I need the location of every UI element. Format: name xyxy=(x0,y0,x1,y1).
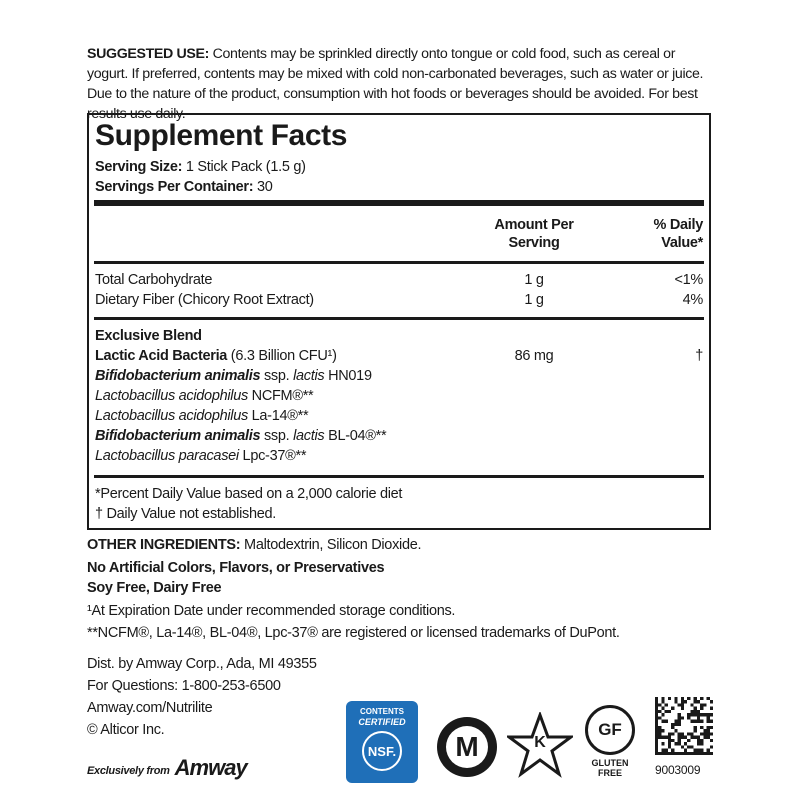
servings-value: 30 xyxy=(253,179,273,195)
serving-size-label: Serving Size: xyxy=(95,159,183,175)
datamatrix-code-icon xyxy=(655,697,713,755)
strain-species: Lactobacillus acidophilus xyxy=(95,388,248,404)
nsf-logo-icon: NSF. xyxy=(362,731,402,771)
gf-letters: GF xyxy=(585,705,635,755)
gluten-free-icon xyxy=(580,705,640,785)
row-total-carbohydrate-name: Total Carbohydrate xyxy=(95,272,213,288)
blend-title: Exclusive Blend xyxy=(95,328,202,344)
copyright-line: © Alticor Inc. xyxy=(87,722,165,738)
strain-code: NCFM®** xyxy=(247,388,314,404)
strain-subspecies: lactis xyxy=(293,368,325,384)
blend-line xyxy=(95,348,337,364)
exclusively-from-text: Exclusively from xyxy=(87,765,170,777)
strain-ssp: ssp. xyxy=(260,368,294,384)
m-letter: M xyxy=(446,726,488,768)
website-line: Amway.com/Nutrilite xyxy=(87,700,213,716)
divider-blend xyxy=(94,317,704,320)
row-dietary-fiber-name: Dietary Fiber (Chicory Root Extract) xyxy=(95,292,314,308)
strain-code: La-14®** xyxy=(247,408,309,424)
blend-amount: 86 mg xyxy=(514,348,554,364)
nsf-contents-text: CONTENTS xyxy=(360,707,404,716)
suggested-use-text: Contents may be sprinkled directly onto tongue or cold food, such as cereal or yogurt. If preferred, contents may be mixed with cold non-carbonated beverages, such as water or juice. Due to the nature of the product, consumption with hot foods or beverages should be avoided. For best results use daily. xyxy=(87,46,704,122)
column-header-daily-value: % Daily Value* xyxy=(653,217,703,251)
row-dietary-fiber-dv: 4% xyxy=(682,292,703,308)
strain-genus: Bifidobacterium animalis xyxy=(95,368,261,384)
claim-no-artificial: No Artificial Colors, Flavors, or Preservatives xyxy=(87,560,385,576)
strain-row xyxy=(95,428,386,444)
claim-soy-dairy-free: Soy Free, Dairy Free xyxy=(87,580,222,596)
strain-row xyxy=(95,368,372,384)
exclusively-from-amway xyxy=(87,754,247,780)
serving-size xyxy=(95,159,306,175)
supplement-facts-title: Supplement Facts xyxy=(95,119,347,152)
nsf-certified-badge xyxy=(346,701,418,783)
questions-line: For Questions: 1-800-253-6500 xyxy=(87,678,281,694)
row-dietary-fiber-amount: 1 g xyxy=(524,292,544,308)
amway-logo: Amway xyxy=(174,755,247,780)
suggested-use-label: SUGGESTED USE: xyxy=(87,46,210,62)
strain-genus: Bifidobacterium animalis xyxy=(95,428,261,444)
product-code: 9003009 xyxy=(655,763,701,777)
blend-dv: † xyxy=(695,348,703,364)
star-k-letter: K xyxy=(534,734,546,751)
blend-detail: (6.3 Billion CFU¹) xyxy=(227,348,337,364)
strain-code: Lpc-37®** xyxy=(238,448,307,464)
star-k-icon xyxy=(507,712,573,778)
gluten-text: GLUTEN xyxy=(591,758,629,768)
strain-row xyxy=(95,448,306,464)
free-text: FREE xyxy=(597,768,622,778)
row-total-carbohydrate-dv: <1% xyxy=(674,272,703,288)
column-header-amount: Amount Per Serving xyxy=(494,217,574,251)
strain-code: HN019 xyxy=(324,368,372,384)
dist-line: Dist. by Amway Corp., Ada, MI 49355 xyxy=(87,656,317,672)
row-total-carbohydrate-amount: 1 g xyxy=(524,272,544,288)
strain-row xyxy=(95,388,313,404)
divider-thick xyxy=(94,200,704,206)
other-ingredients xyxy=(87,537,421,553)
divider-footnotes xyxy=(94,475,704,478)
strain-species: Lactobacillus paracasei xyxy=(95,448,239,464)
strain-ssp: ssp. xyxy=(260,428,294,444)
footnote-not-established: † Daily Value not established. xyxy=(95,506,276,522)
suggested-use-paragraph xyxy=(87,44,715,124)
strain-code: BL-04®** xyxy=(324,428,387,444)
serving-size-value: 1 Stick Pack (1.5 g) xyxy=(182,159,306,175)
strain-species: Lactobacillus acidophilus xyxy=(95,408,248,424)
servings-per-container xyxy=(95,179,273,195)
footnote-daily-value: *Percent Daily Value based on a 2,000 calorie diet xyxy=(95,486,403,502)
note-expiration: ¹At Expiration Date under recommended storage conditions. xyxy=(87,603,456,619)
divider-header xyxy=(94,261,704,264)
strain-row xyxy=(95,408,308,424)
other-ingredients-text: Maltodextrin, Silicon Dioxide. xyxy=(240,537,422,553)
supplement-facts-panel xyxy=(87,113,711,530)
other-ingredients-label: OTHER INGREDIENTS: xyxy=(87,537,241,553)
note-trademarks: **NCFM®, La-14®, BL-04®, Lpc-37® are registered or licensed trademarks of DuPont. xyxy=(87,625,620,641)
servings-label: Servings Per Container: xyxy=(95,179,254,195)
strain-subspecies: lactis xyxy=(293,428,325,444)
blend-name: Lactic Acid Bacteria xyxy=(95,348,228,364)
nsf-certified-text: CERTIFIED xyxy=(358,717,406,727)
m-kosher-icon xyxy=(437,717,497,777)
